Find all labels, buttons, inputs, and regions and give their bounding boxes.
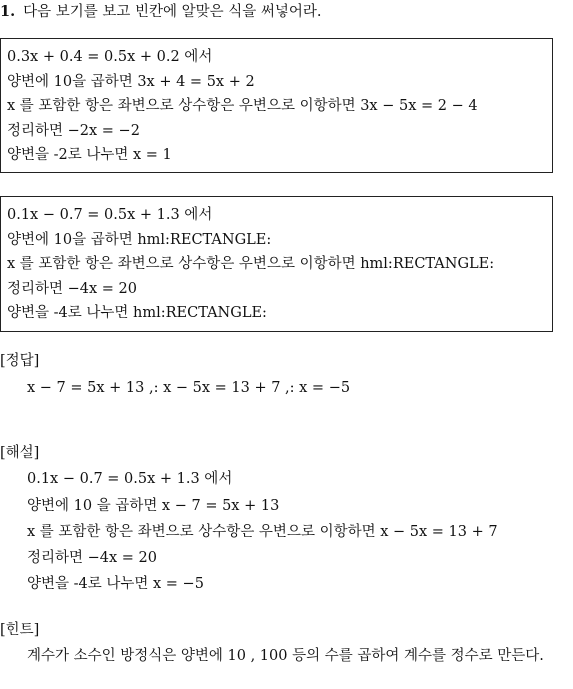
problem-line-5: 양변을 -4로 나누면 hml:RECTANGLE: [7,305,267,321]
example-line-1: 0.3x + 0.4 = 0.5x + 0.2 에서 [7,49,213,65]
explanation-line-3: x 를 포함한 항은 좌변으로 상수항은 우변으로 이항하면 x − 5x = 13 + 7 [27,524,498,540]
question-number: 1. [0,3,16,20]
question-header [0,0,573,24]
explanation-line-5: 양변을 -4로 나누면 x = −5 [27,576,204,592]
explanation-line-1: 0.1x − 0.7 = 0.5x + 1.3 에서 [27,471,233,487]
hint-label: [힌트] [0,622,40,638]
example-box [0,38,553,173]
answer-label: [정답] [0,353,40,369]
problem-line-3: x 를 포함한 항은 좌변으로 상수항은 우변으로 이항하면 hml:RECTANGLE: [7,256,495,272]
example-line-5: 양변을 -2로 나누면 x = 1 [7,147,172,163]
question-text: 다음 보기를 보고 빈칸에 알맞은 식을 써넣어라. [23,4,322,20]
hint-text: 계수가 소수인 방정식은 양변에 10 , 100 등의 수를 곱하여 계수를 정수로 만든다. [27,648,544,664]
answer-text: x − 7 = 5x + 13 ,: x − 5x = 13 + 7 ,: x = −5 [27,380,351,396]
problem-line-4: 정리하면 −4x = 20 [7,280,138,297]
problem-box [0,196,553,332]
example-line-2: 양변에 10을 곱하면 3x + 4 = 5x + 2 [7,73,255,90]
problem-line-1: 0.1x − 0.7 = 0.5x + 1.3 에서 [7,207,213,223]
example-line-4: 정리하면 −2x = −2 [7,122,140,139]
problem-line-2: 양변에 10을 곱하면 hml:RECTANGLE: [7,231,272,248]
explanation-line-2: 양변에 10 을 곱하면 x − 7 = 5x + 13 [27,498,280,514]
explanation-label: [해설] [0,445,40,461]
explanation-line-4: 정리하면 −4x = 20 [27,550,158,566]
example-line-3: x 를 포함한 항은 좌변으로 상수항은 우변으로 이항하면 3x − 5x = 2 − 4 [7,98,478,114]
